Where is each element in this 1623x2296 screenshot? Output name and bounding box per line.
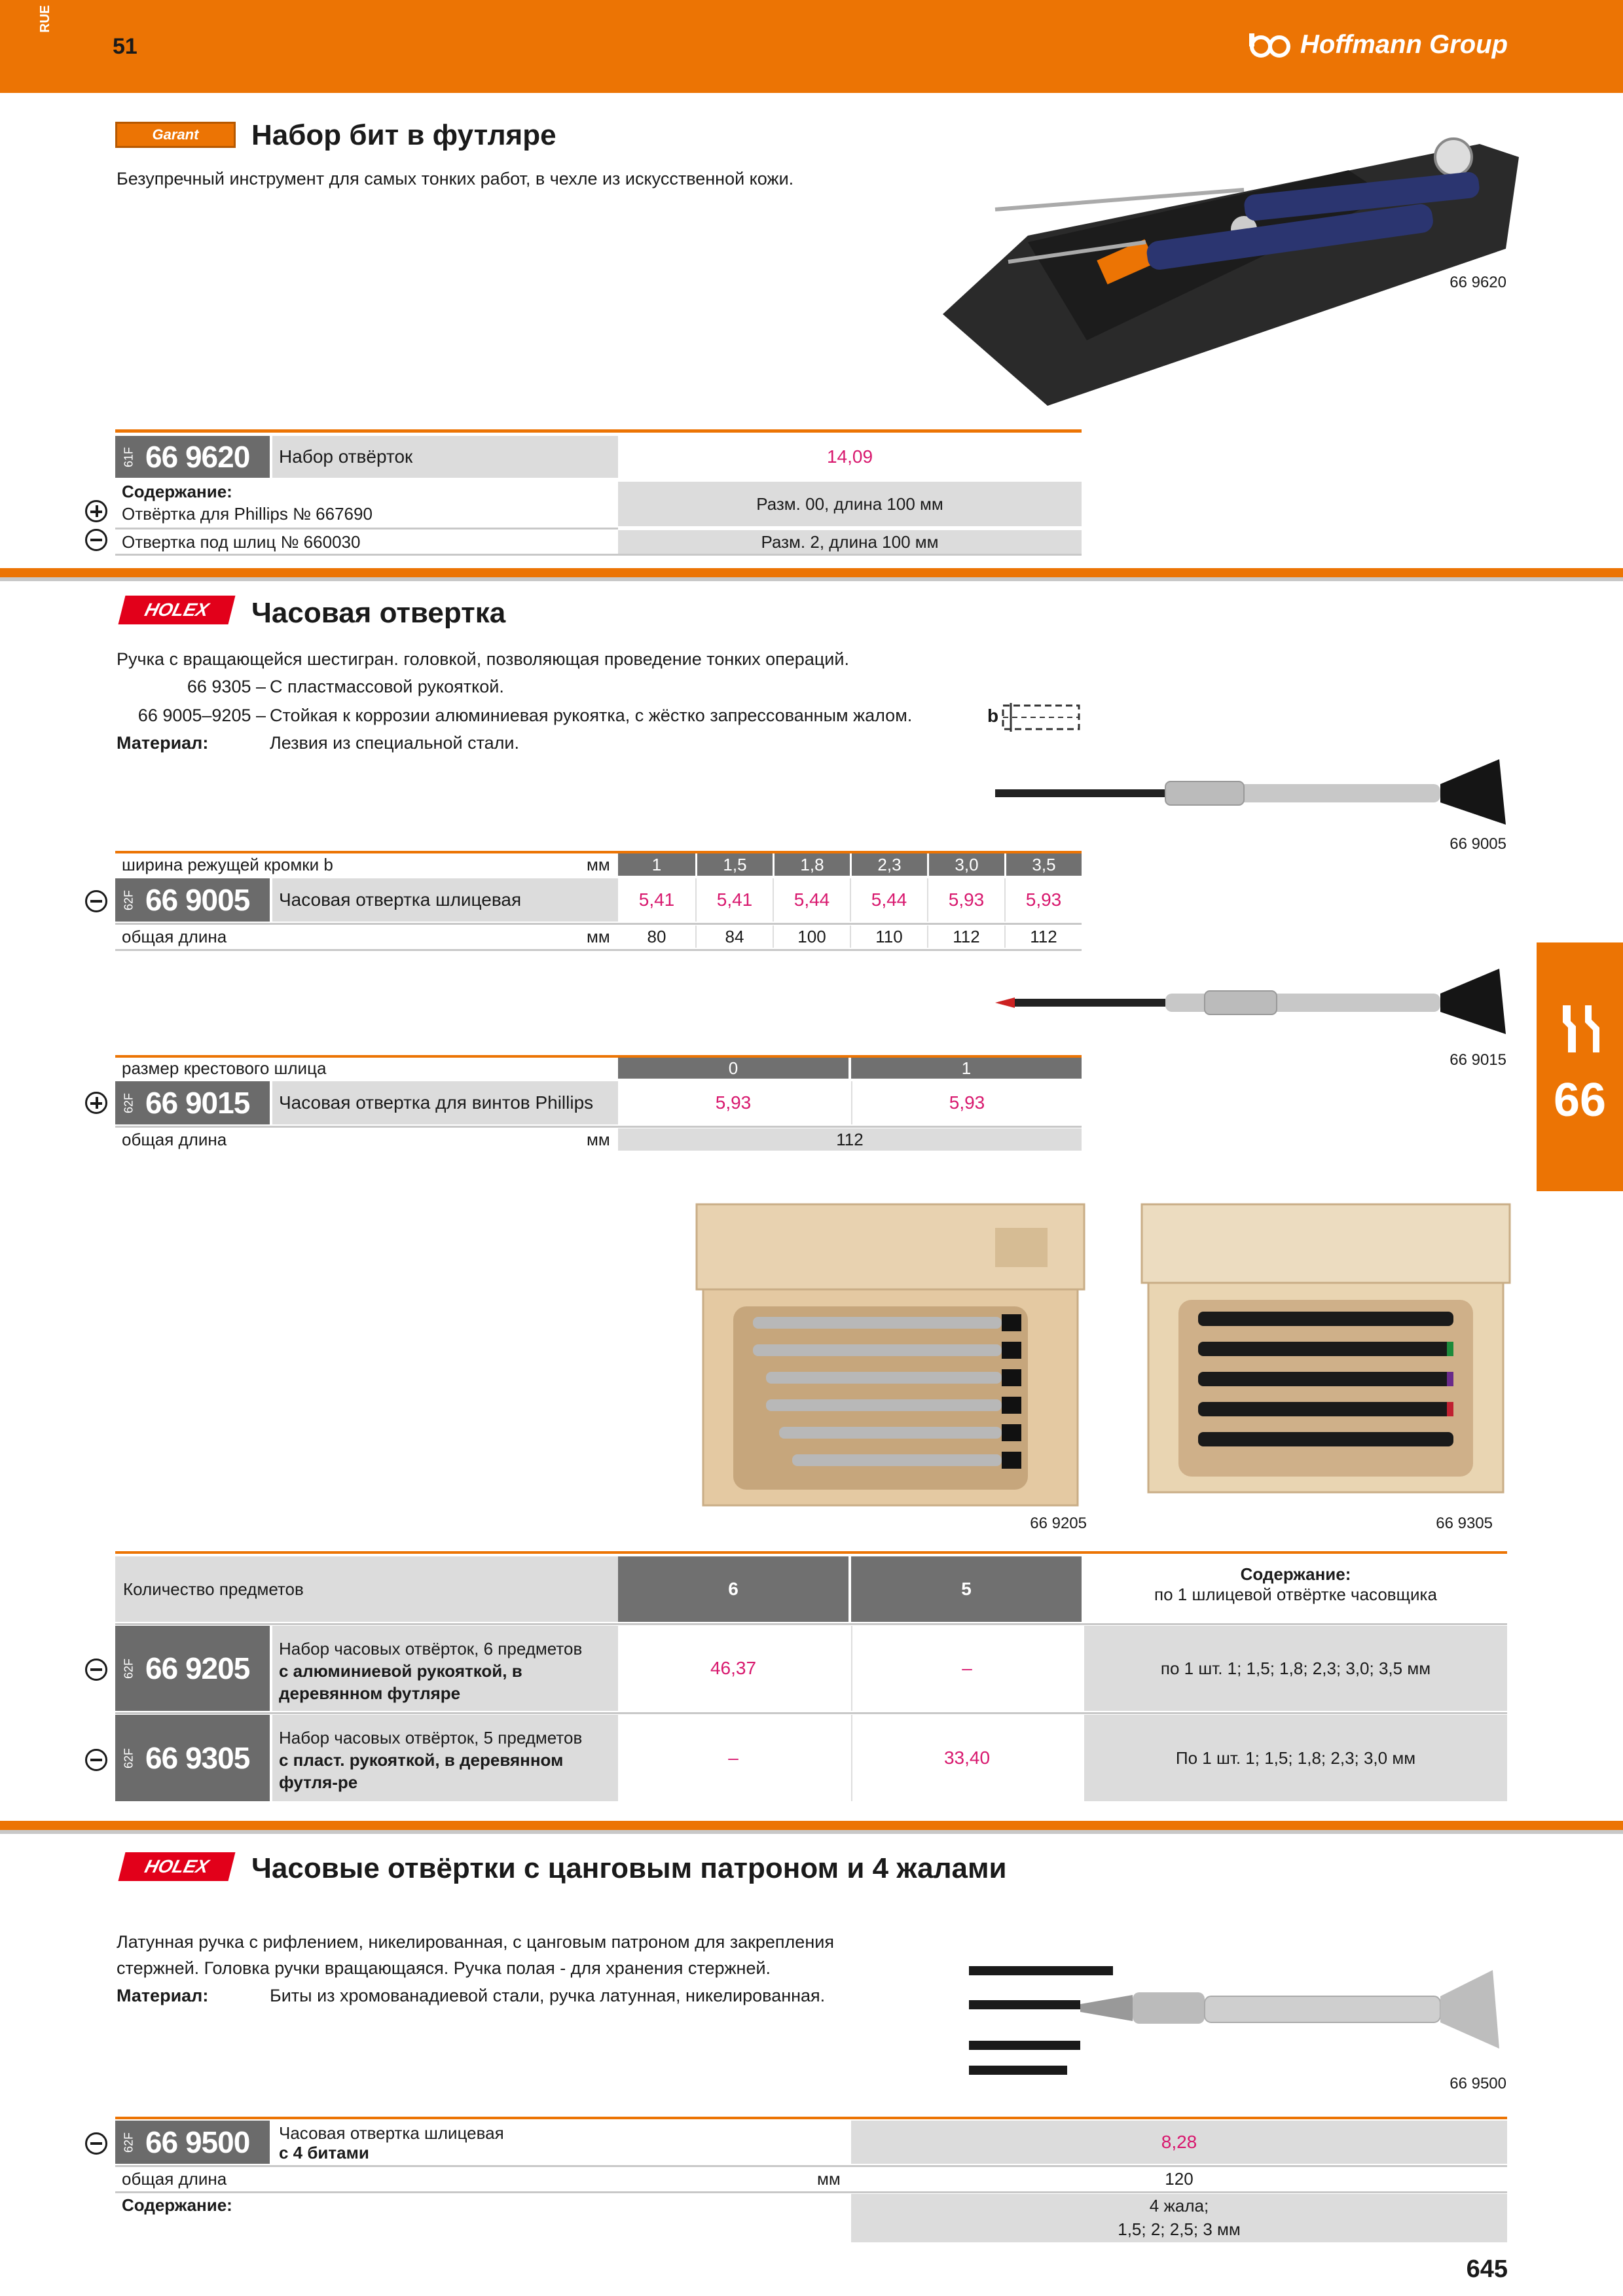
length: 80 [647, 926, 666, 946]
material-label: Материал: [117, 1986, 209, 2005]
group-code: 61F [122, 446, 136, 467]
chapter-number: 66 [1553, 1074, 1607, 1126]
section-3-description-2: стержней. Головка ручки вращающаяся. Ручка полая - для хранения стержней. [117, 1958, 771, 1978]
product-name-line: Часовая отвертка шлицевая [279, 2123, 504, 2143]
image-caption-669500: 66 9500 [1450, 2075, 1506, 2092]
qty-label: Количество предметов [115, 1556, 618, 1622]
contents: по 1 шт. 1; 1,5; 1,8; 2,3; 3,0; 3,5 мм [1084, 1626, 1507, 1711]
contents-669500 [851, 2194, 1507, 2242]
width-value: 1 [651, 854, 662, 874]
width-value: 3,0 [927, 853, 1004, 876]
group-code: 62F [122, 1658, 136, 1679]
slotted-icon [85, 2132, 107, 2155]
phillips-size: 0 [618, 1058, 848, 1079]
product-name-bold: с пласт. рукояткой, в деревянном футля-ре [279, 1750, 564, 1792]
contents-header-sub: по 1 шлицевой отвёртке часовщика [1154, 1585, 1437, 1604]
hoffmann-logo [1247, 30, 1508, 60]
image-caption-669015: 66 9015 [1450, 1051, 1506, 1069]
note-2-code: 66 9005–9205 – [137, 706, 266, 725]
product-number: 66 9620 [145, 440, 250, 474]
product-image-669500 [962, 1957, 1512, 2088]
section-divider [0, 568, 1623, 577]
width-value: 1,8 [773, 853, 850, 876]
price-row-669005 [618, 878, 1082, 922]
hoffmann-logo-text: Hoffmann Group [1300, 30, 1508, 59]
product-name-bold: с алюминиевой рукояткой, в деревянном футляре [279, 1661, 522, 1703]
section-1-title: Набор бит в футляре [251, 119, 556, 151]
garant-logo: Garant [115, 122, 236, 148]
group-code: 62F [122, 1748, 136, 1768]
phillips-size-label: размер крестового шлица [122, 1058, 327, 1078]
hoffmann-logo-icon [1247, 31, 1292, 60]
product-number: 66 9205 [145, 1651, 250, 1685]
phillips-icon [85, 500, 107, 522]
note-1-code: 66 9305 – [187, 677, 266, 696]
content-item-2-name: Отвертка под шлиц № 660030 [122, 531, 361, 552]
section-2-description: Ручка с вращающейся шестигран. головкой, позволяющая проведение тонких операций. [117, 649, 849, 669]
product-image-669620 [930, 118, 1519, 419]
price: – [851, 1626, 1082, 1711]
product-number: 66 9005 [145, 883, 250, 917]
contents-line-2: 1,5; 2; 2,5; 3 мм [1118, 2219, 1241, 2239]
material-text: Биты из хромованадиевой стали, ручка латунная, никелированная. [270, 1986, 826, 2005]
product-number: 66 9015 [145, 1086, 250, 1120]
slotted-icon [85, 529, 107, 551]
holex-logo: HOLEX [119, 1852, 236, 1881]
content-item-1-name: Отвёртка для Phillips № 667690 [122, 503, 373, 524]
price: 8,28 [851, 2121, 1507, 2164]
length-row-669005 [618, 925, 1082, 948]
section-1-description: Безупречный инструмент для самых тонких работ, в чехле из искусственной кожи. [117, 169, 794, 188]
product-number: 66 9305 [145, 1741, 250, 1775]
length-unit: мм [817, 2168, 841, 2189]
product-name-line: Набор часовых отвёрток, 5 предметов [279, 1728, 583, 1748]
width-header-row [618, 853, 1082, 876]
contents-header-title: Содержание: [1240, 1564, 1351, 1584]
price: 33,40 [851, 1715, 1082, 1801]
image-caption-669005: 66 9005 [1450, 835, 1506, 853]
length: 112 [927, 925, 1004, 948]
price: 46,37 [710, 1658, 757, 1678]
price: 5,41 [695, 878, 773, 922]
page-header [0, 0, 1623, 93]
length: 100 [773, 925, 850, 948]
group-code: 62F [122, 2132, 136, 2153]
length: 84 [695, 925, 773, 948]
note-1-text: С пластмассовой рукояткой. [270, 677, 504, 696]
price: 5,44 [773, 878, 850, 922]
dimension-label: b [987, 706, 999, 726]
blade-dimension-diagram [1002, 702, 1080, 733]
product-name-bold: с 4 битами [279, 2143, 369, 2162]
product-image-669305 [1139, 1202, 1512, 1509]
language-code: RUE [38, 5, 52, 33]
product-code-669015[interactable] [115, 1081, 270, 1124]
header-page-number: 51 [113, 34, 137, 59]
section-2-title: Часовая отвертка [251, 597, 506, 629]
product-code-669620[interactable] [115, 436, 270, 478]
price: 5,93 [715, 1092, 752, 1113]
product-name-669305 [272, 1715, 618, 1801]
product-image-669015 [989, 966, 1512, 1038]
length: 112 [1004, 925, 1082, 948]
product-number: 66 9500 [145, 2125, 250, 2159]
holex-logo: HOLEX [119, 596, 236, 624]
price: – [728, 1748, 739, 1768]
section-3-title: Часовые отвёртки с цанговым патроном и 4 жалами [251, 1852, 1007, 1884]
product-code-669205[interactable] [115, 1626, 270, 1711]
contents-header [1084, 1564, 1507, 1605]
product-image-669005 [989, 753, 1512, 831]
price: 5,41 [638, 889, 675, 910]
price: 5,93 [851, 1081, 1082, 1124]
length: 112 [618, 1128, 1082, 1151]
product-code-669500[interactable] [115, 2121, 270, 2164]
phillips-icon [85, 1092, 107, 1114]
qty-value: 6 [618, 1556, 848, 1622]
chapter-tab[interactable] [1537, 942, 1623, 1191]
content-item-2-spec: Разм. 2, длина 100 мм [618, 530, 1082, 554]
length-unit: мм [587, 1129, 610, 1149]
product-name: Часовая отвертка для винтов Phillips [272, 1081, 618, 1124]
product-code-669005[interactable] [115, 878, 270, 922]
note-2-text: Стойкая к коррозии алюминиевая рукоятка, с жёстко запрессованным жалом. [270, 706, 913, 725]
contents: По 1 шт. 1; 1,5; 1,8; 2,3; 3,0 мм [1084, 1715, 1507, 1801]
product-code-669305[interactable] [115, 1715, 270, 1801]
product-price: 14,09 [826, 446, 873, 467]
width-value: 3,5 [1004, 853, 1082, 876]
page-number: 645 [1466, 2255, 1508, 2283]
price: 5,93 [927, 878, 1004, 922]
length-label: общая длина [122, 926, 227, 946]
product-name-669205 [272, 1626, 618, 1711]
length-unit: мм [587, 926, 610, 946]
material-text: Лезвия из специальной стали. [270, 733, 519, 753]
length-label: общая длина [122, 1129, 227, 1149]
price: 5,44 [850, 878, 927, 922]
contents-label: Содержание: [122, 2195, 232, 2215]
contents-line-1: 4 жала; [1149, 2196, 1209, 2215]
image-caption-669205: 66 9205 [1030, 1515, 1087, 1532]
product-name-669500 [279, 2123, 504, 2162]
width-header-label: ширина режущей кромки b [122, 854, 333, 874]
contents-label: Содержание: [122, 481, 232, 501]
image-caption-669620: 66 9620 [1450, 274, 1506, 291]
product-image-669205 [694, 1202, 1087, 1509]
product-name-line: Набор часовых отвёрток, 6 предметов [279, 1639, 583, 1659]
product-name: Часовая отвертка шлицевая [272, 878, 618, 922]
section-divider [0, 1821, 1623, 1830]
content-item-1-spec: Разм. 00, длина 100 мм [618, 482, 1082, 526]
qty-value: 5 [851, 1556, 1082, 1622]
image-caption-669305: 66 9305 [1436, 1515, 1493, 1532]
width-value: 2,3 [850, 853, 927, 876]
group-code: 62F [122, 889, 136, 910]
group-code: 62F [122, 1092, 136, 1113]
tools-icon [1556, 1001, 1605, 1056]
slotted-icon [85, 890, 107, 912]
width-value: 1,5 [695, 853, 773, 876]
length-label: общая длина [122, 2168, 227, 2189]
price: 5,93 [1004, 878, 1082, 922]
slotted-icon [85, 1749, 107, 1771]
product-name: Набор отвёрток [272, 436, 618, 478]
width-header-unit: мм [587, 854, 610, 874]
material-label: Материал: [117, 733, 209, 753]
slotted-icon [85, 1659, 107, 1681]
length: 110 [850, 925, 927, 948]
phillips-size: 1 [851, 1058, 1082, 1079]
section-3-description-1: Латунная ручка с рифлением, никелированная, с цанговым патроном для закрепления [117, 1932, 834, 1952]
length: 120 [1165, 2168, 1194, 2189]
